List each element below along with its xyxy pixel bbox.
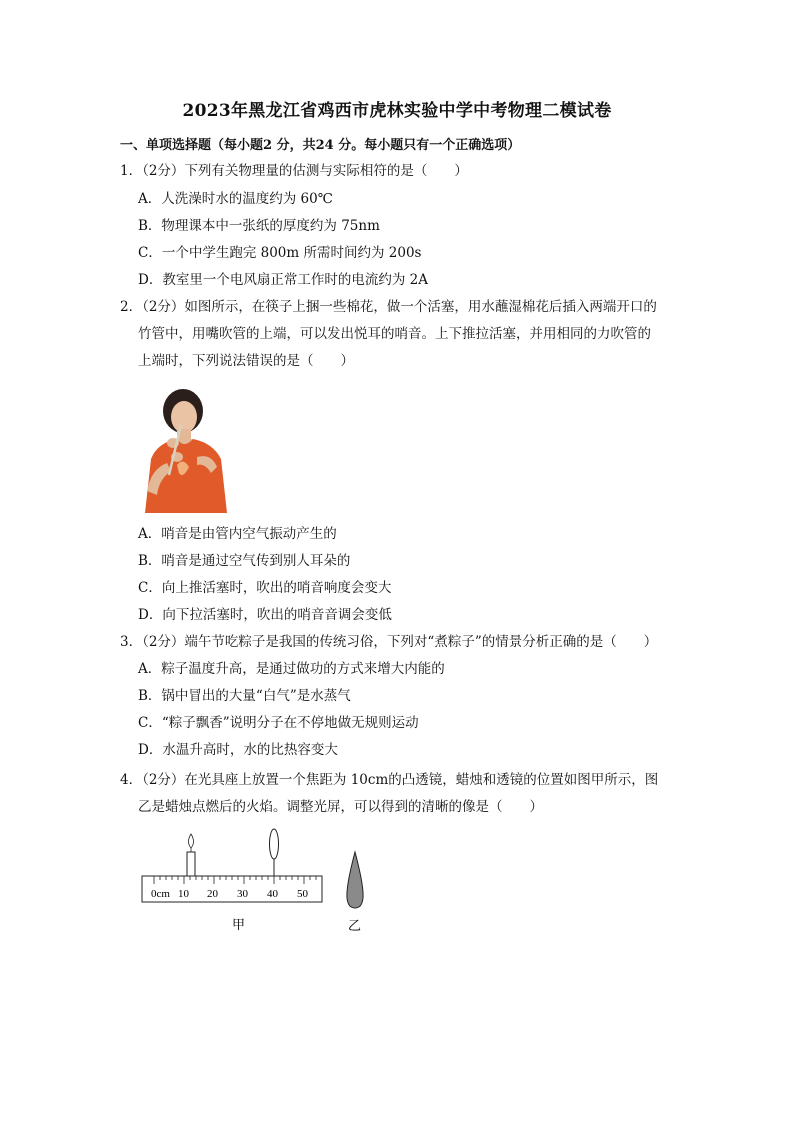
section-heading: 一、单项选择题（每小题2 分，共24 分。每小题只有一个正确选项） [120, 138, 521, 153]
question-2-option-c[interactable]: C．向上推活塞时，吹出的哨音响度会变大 [138, 580, 392, 596]
ruler-label-10: 10 [178, 888, 189, 900]
question-3-option-c[interactable]: C．“粽子飘香”说明分子在不停地做无规则运动 [138, 715, 419, 731]
page-title: 2023年黑龙江省鸡西市虎林实验中学中考物理二模试卷 [182, 101, 612, 121]
question-2-option-b[interactable]: B．哨音是通过空气传到别人耳朵的 [138, 553, 351, 569]
question-1-option-c[interactable]: C．一个中学生跑完 800m 所需时间约为 200s [138, 245, 422, 261]
ruler-label-0: 0cm [151, 888, 170, 900]
question-2-stem-line-3: 上端时，下列说法错误的是（ ） [138, 353, 354, 369]
ruler-label-20: 20 [207, 888, 218, 900]
question-2-stem-line-2: 竹管中，用嘴吹管的上端，可以发出悦耳的哨音。上下推拉活塞，并用相同的力吹管的 [138, 326, 651, 342]
question-4-stem-line-1: 4．（2分）在光具座上放置一个焦距为 10cm的凸透镜，蜡烛和透镜的位置如图甲所示，图 [120, 772, 659, 788]
question-2-stem-line-1: 2．（2分）如图所示，在筷子上捆一些棉花，做一个活塞，用水蘸湿棉花后插入两端开口的 [120, 299, 657, 315]
figure-jia-caption: 甲 [232, 918, 246, 933]
question-1-option-a[interactable]: A．人洗澡时水的温度约为 60℃ [138, 191, 333, 207]
flame-figure [338, 846, 374, 936]
question-2-option-d[interactable]: D．向下拉活塞时，吹出的哨音音调会变低 [138, 607, 392, 623]
optical-bench-figure [136, 828, 336, 938]
question-3-option-d[interactable]: D．水温升高时，水的比热容变大 [138, 742, 338, 758]
flame-icon [347, 852, 363, 908]
question-4-stem-line-2: 乙是蜡烛点燃后的火焰。调整光屏，可以得到的清晰的像是（ ） [138, 799, 543, 815]
question-1-option-b[interactable]: B．物理课本中一张纸的厚度约为 75nm [138, 218, 380, 234]
question-3-option-b[interactable]: B．锅中冒出的大量“白气”是水蒸气 [138, 688, 351, 704]
question-3-stem: 3．（2分）端午节吃粽子是我国的传统习俗，下列对“煮粽子”的情景分析正确的是（ ） [120, 634, 658, 650]
ruler-label-50: 50 [297, 888, 308, 900]
question-3-option-a[interactable]: A．粽子温度升高，是通过做功的方式来增大内能的 [138, 661, 445, 677]
ruler-label-30: 30 [237, 888, 248, 900]
question-1-option-d[interactable]: D．教室里一个电风扇正常工作时的电流约为 2A [138, 272, 428, 288]
figure-yi-caption: 乙 [348, 919, 362, 934]
convex-lens-icon [270, 829, 279, 876]
ruler-label-40: 40 [267, 888, 278, 900]
question-1-stem: 1．（2分）下列有关物理量的估测与实际相符的是（ ） [120, 163, 468, 179]
question-2-option-a[interactable]: A．哨音是由管内空气振动产生的 [138, 526, 337, 542]
candle-icon [187, 834, 195, 876]
girl-blowing-whistle-photo [137, 383, 229, 513]
